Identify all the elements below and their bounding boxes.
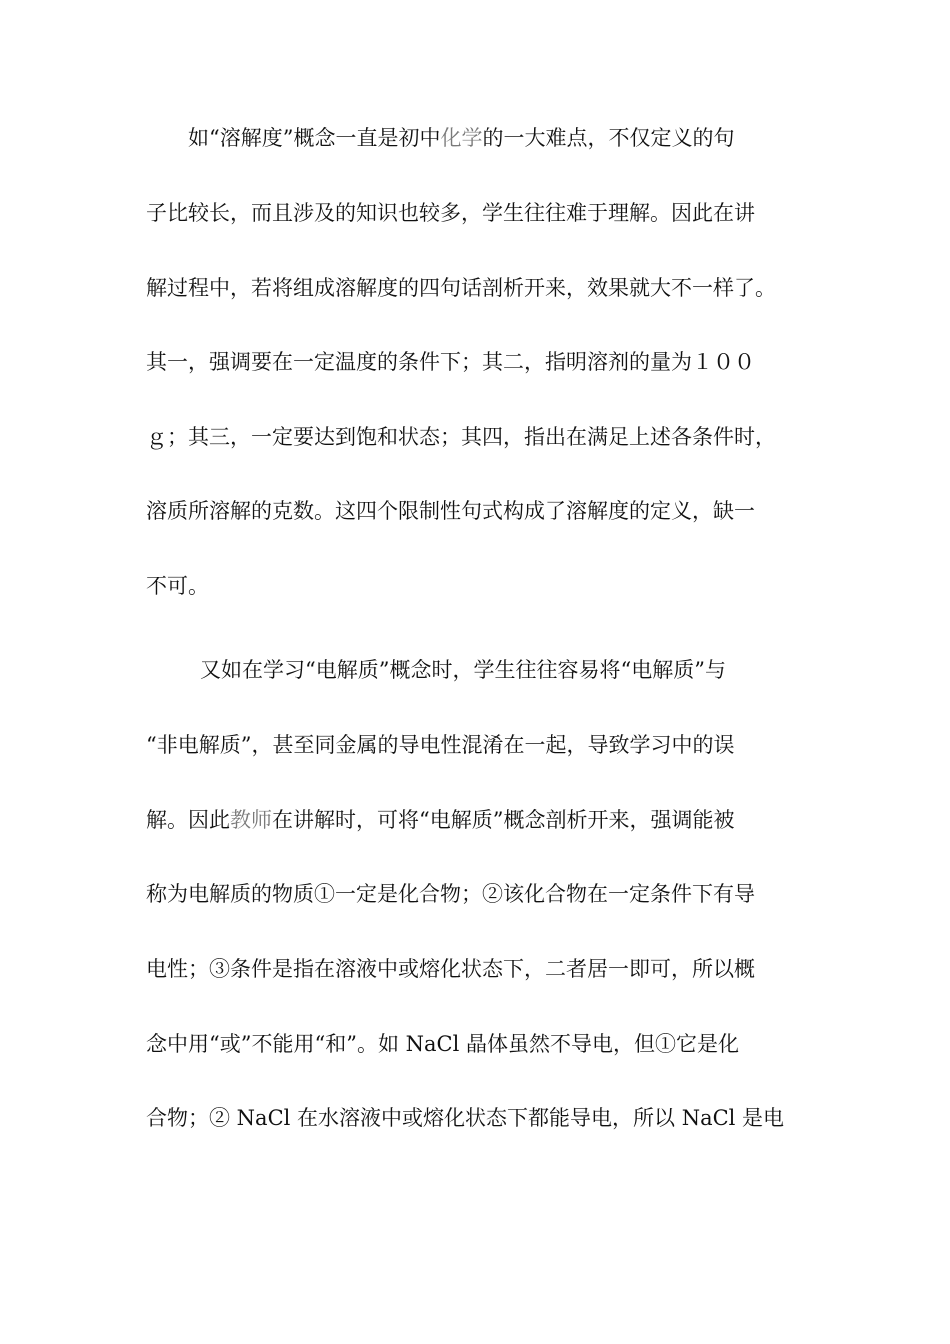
paragraph-2-line-3-pre: 解。因此 xyxy=(146,808,230,832)
paragraph-1-line-6: 溶质所溶解的克数。这四个限制性句式构成了溶解度的定义，缺一 xyxy=(146,499,755,523)
paragraph-2-line-3 xyxy=(146,800,806,840)
paragraph-2-line-3-post: 在讲解时，可将“电解质”概念剖析开来，强调能被 xyxy=(272,808,735,832)
paragraph-1-line-3: 解过程中，若将组成溶解度的四句话剖析开来，效果就大不一样了。 xyxy=(146,276,776,300)
paragraph-1-line-1-pre: 如“溶解度”概念一直是初中 xyxy=(188,126,441,150)
chemistry-link[interactable]: 化学 xyxy=(440,126,483,150)
paragraph-1-line-4: 其一，强调要在一定温度的条件下；其二，指明溶剂的量为１００ xyxy=(146,350,755,374)
paragraph-2-line-7: 合物；② NaCl 在水溶液中或熔化状态下都能导电，所以 NaCl 是电 xyxy=(146,1106,785,1130)
paragraph-2-line-6: 念中用“或”不能用“和”。如 NaCl 晶体虽然不导电，但①它是化 xyxy=(146,1032,739,1056)
teacher-link[interactable]: 教师 xyxy=(230,808,272,832)
paragraph-2-line-1: 又如在学习“电解质”概念时，学生往往容易将“电解质”与 xyxy=(200,658,726,682)
paragraph-2-line-2: “非电解质”，甚至同金属的导电性混淆在一起，导致学习中的误 xyxy=(146,733,735,757)
paragraph-1-line-7: 不可。 xyxy=(146,574,209,598)
paragraph-1-line-1-post: 的一大难点，不仅定义的句 xyxy=(482,126,735,150)
paragraph-2-line-4: 称为电解质的物质①一定是化合物；②该化合物在一定条件下有导 xyxy=(146,882,755,906)
paragraph-1-line-1 xyxy=(188,118,848,158)
paragraph-2-line-5: 电性；③条件是指在溶液中或熔化状态下，二者居一即可，所以概 xyxy=(146,957,755,981)
paragraph-1-line-5: ｇ；其三，一定要达到饱和状态；其四，指出在满足上述各条件时， xyxy=(146,425,776,449)
paragraph-1-line-2: 子比较长，而且涉及的知识也较多，学生往往难于理解。因此在讲 xyxy=(146,201,755,225)
